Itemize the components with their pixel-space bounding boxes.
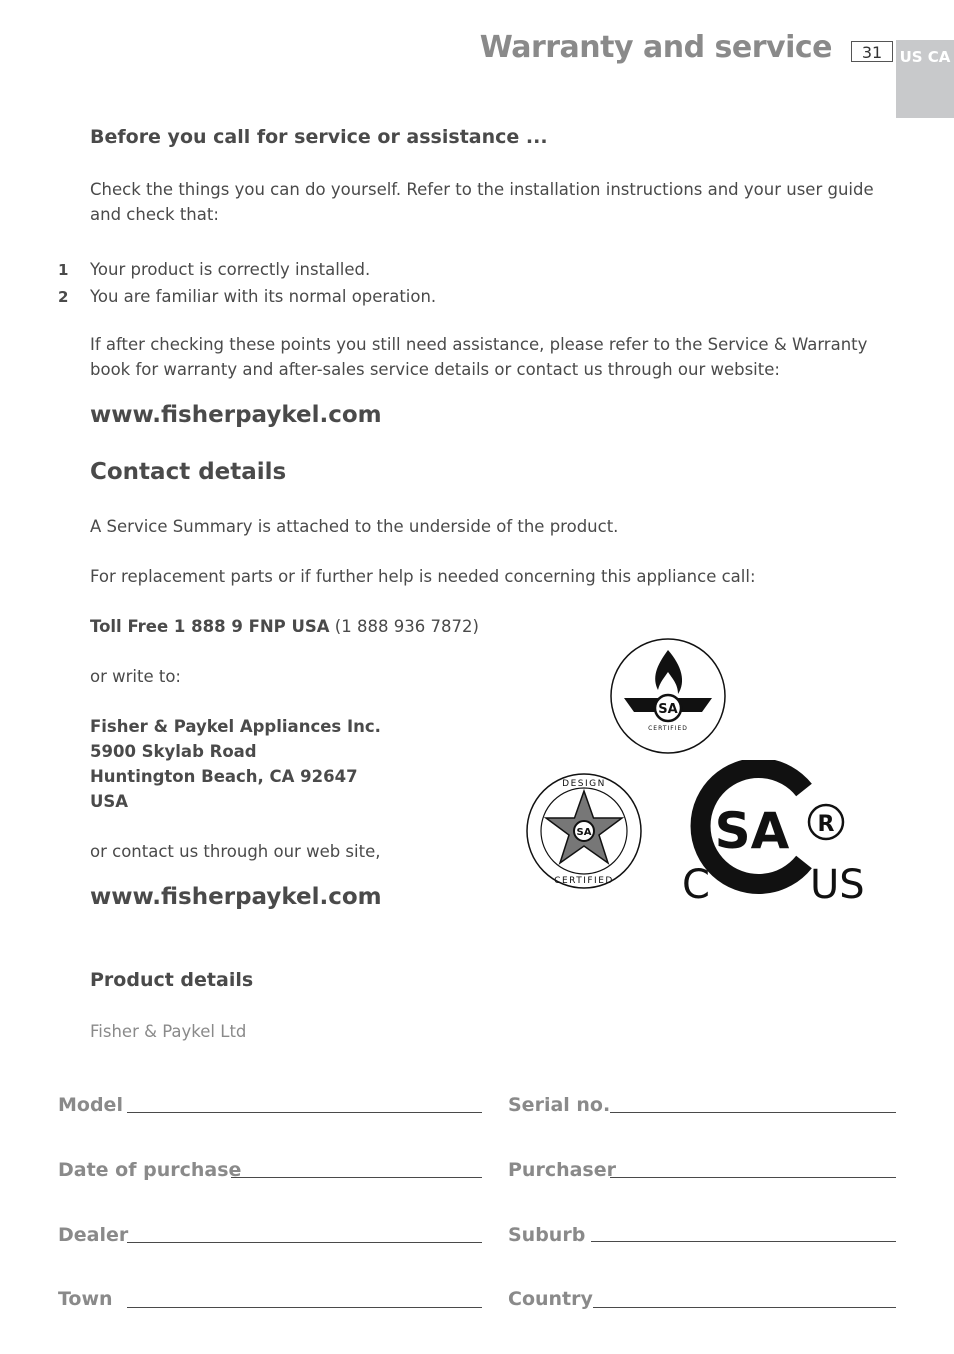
registered-r: R [817, 812, 835, 837]
company-name: Fisher & Paykel Ltd [90, 1022, 247, 1041]
csa-us-text: US [810, 862, 865, 908]
design-text: DESIGN [562, 779, 606, 789]
csa-cus-logo [676, 760, 876, 910]
checklist-item: You are familiar with its normal operation. [90, 287, 437, 306]
followup-line-2: book for warranty and after-sales service details or contact us through our website: [90, 360, 780, 379]
web-prompt-text: or contact us through our web site, [90, 842, 381, 861]
address-line: USA [90, 792, 129, 811]
suburb-label: Suburb [508, 1224, 586, 1246]
date-field[interactable] [231, 1177, 482, 1178]
checklist-number: 1 [58, 261, 69, 279]
csa-small-letters: SA [658, 702, 678, 717]
serial-label: Serial no. [508, 1094, 611, 1116]
dealer-field[interactable] [127, 1242, 482, 1243]
suburb-field[interactable] [591, 1241, 896, 1242]
flame-certified-text: CERTIFIED [648, 725, 688, 732]
country-field[interactable] [593, 1307, 896, 1308]
date-label: Date of purchase [58, 1159, 242, 1181]
website-link[interactable]: www.fisherpaykel.com [90, 402, 382, 428]
csa-c-text: C [682, 862, 710, 908]
product-heading: Product details [90, 969, 254, 991]
intro-line-2: and check that: [90, 205, 219, 224]
town-label: Town [58, 1288, 113, 1310]
write-to-text: or write to: [90, 667, 181, 686]
page-number: 31 [851, 41, 893, 62]
csa-flame-certified-logo [608, 638, 728, 758]
followup-line-1: If after checking these points you still need assistance, please refer to the Service & Warranty [90, 335, 868, 354]
model-label: Model [58, 1094, 123, 1116]
purchaser-field[interactable] [610, 1177, 896, 1178]
country-label: Country [508, 1288, 593, 1310]
website-link[interactable]: www.fisherpaykel.com [90, 884, 382, 910]
address-line: Fisher & Paykel Appliances Inc. [90, 717, 381, 736]
checklist-item: Your product is correctly installed. [90, 260, 371, 279]
toll-free-label: Toll Free 1 888 9 FNP USA [90, 617, 330, 636]
star-certified-text: CERTIFIED [554, 876, 614, 886]
town-field[interactable] [127, 1307, 482, 1308]
address-line: 5900 Skylab Road [90, 742, 257, 761]
purchaser-label: Purchaser [508, 1159, 616, 1181]
csa-letters: SA [714, 802, 790, 860]
serial-field[interactable] [610, 1112, 896, 1113]
service-summary-text: A Service Summary is attached to the underside of the product. [90, 517, 619, 536]
address-line: Huntington Beach, CA 92647 [90, 767, 358, 786]
page-title: Warranty and service [479, 30, 832, 65]
intro-line-1: Check the things you can do yourself. Refer to the installation instructions and your user guide [90, 180, 874, 199]
replacement-parts-text: For replacement parts or if further help is needed concerning this appliance call: [90, 567, 756, 586]
toll-free-line [90, 614, 479, 639]
region-tab: US CA [896, 40, 954, 118]
model-field[interactable] [127, 1112, 482, 1113]
csa-design-certified-star-logo [524, 771, 644, 891]
contact-heading: Contact details [90, 459, 287, 485]
checklist-number: 2 [58, 288, 69, 306]
csa-small-letters: SA [576, 827, 592, 838]
dealer-label: Dealer [58, 1224, 129, 1246]
toll-free-number: (1 888 936 7872) [334, 617, 479, 636]
before-call-heading: Before you call for service or assistance ... [90, 126, 548, 148]
